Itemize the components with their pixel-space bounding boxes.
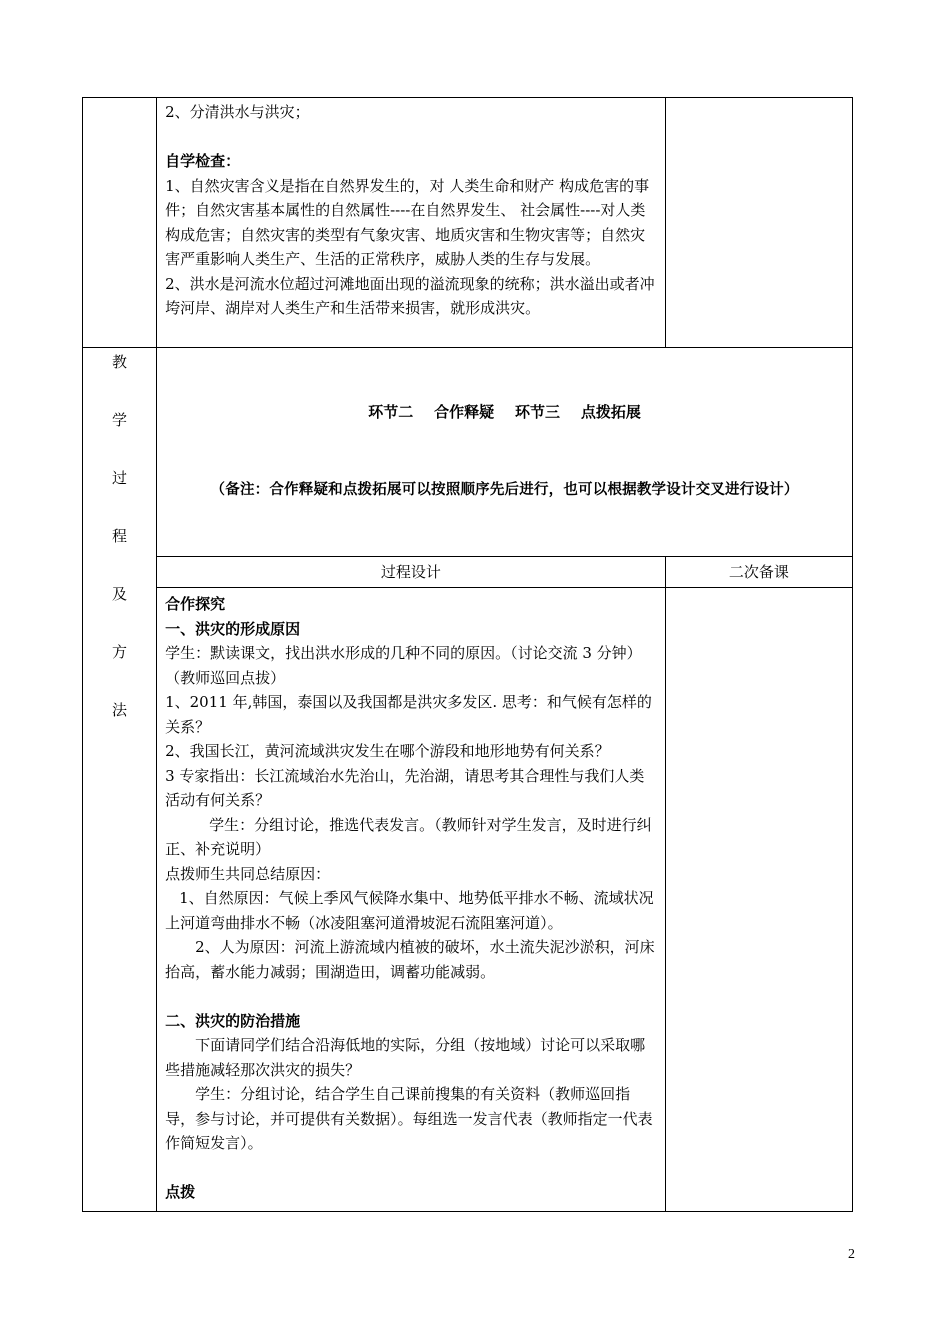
process-header-cell: [157, 557, 666, 588]
side-char: 教: [112, 353, 128, 371]
side-char: 学: [112, 411, 128, 429]
s1-question-2: 2、我国长江，黄河流域洪灾发生在哪个游段和地形地势有何关系？: [165, 742, 610, 760]
spacer: [165, 125, 657, 150]
s1-question-1: 1、2011 年,韩国，泰国以及我国都是洪灾多发区. 思考：和气候有怎样的关系？: [165, 693, 652, 736]
process-content-row: [83, 588, 853, 1212]
process-header: 过程设计: [380, 563, 441, 581]
section-1-title: 一、洪灾的形成原因: [165, 619, 301, 638]
stage-header-row: [83, 348, 853, 557]
goal-line-2: 2、分清洪水与洪灾；: [165, 103, 310, 121]
lesson-plan-table: [82, 97, 853, 1212]
spacer: [165, 984, 657, 1009]
self-study-row: [83, 98, 853, 348]
s1-question-3: 3 专家指出：长江流域治水先治山，先治湖，请思考其合理性与我们人类活动有何关系？: [165, 766, 645, 809]
stage-header-cell: [157, 348, 853, 557]
s1-student-task: 学生：默读课文，找出洪水形成的几种不同的原因。（讨论交流 3 分钟） （教师巡回点拔）: [165, 644, 642, 687]
s1-summary-intro: 点拨师生共同总结原因：: [165, 864, 331, 883]
s1-student-discuss: 学生：分组讨论，推选代表发言。（教师针对学生发言，及时进行纠正、补充说明）: [165, 815, 652, 858]
stage-title: 环节二 合作释疑 环节三 点拨拓展: [368, 403, 641, 421]
s2-student-task: 学生：分组讨论，结合学生自己课前搜集的有关资料（教师巡回指导，参与讨论，并可提供有关数据）。每组选一发言代表（教师指定一代表作简短发言）。: [165, 1085, 653, 1152]
side-char: 及: [112, 585, 128, 603]
second-prep-content-cell: [665, 588, 852, 1212]
column-header-row: [83, 557, 853, 588]
empty-left-cell: [83, 98, 157, 348]
process-content-cell: [157, 588, 666, 1212]
stage-note: （备注：合作释疑和点拨拓展可以按照顺序先后进行，也可以根据教学设计交叉进行设计）: [210, 482, 799, 498]
s2-discussion-prompt: 下面请同学们结合沿海低地的实际，分组（按地域）讨论可以采取哪些措施减轻那次洪灾的损失？: [165, 1036, 646, 1079]
section-2-title: 二、洪灾的防治措施: [165, 1011, 301, 1030]
self-check-title: 自学检查：: [165, 152, 241, 170]
side-char: 法: [112, 701, 128, 719]
side-label-cell: [83, 348, 157, 1212]
self-check-answer-1: 1、自然灾害含义是指在自然界发生的，对 人类生命和财产 构成危害的事件；自然灾害基本属性的自然属性----在自然界发生、 社会属性----对人类构成危害；自然灾害的类型有气象灾害、地质灾害和生物灾害等；自然灾害严重影响人类生产、生活的正常秩序，威胁人类的生存与发展。: [165, 176, 650, 268]
second-prep-header-cell: [665, 557, 852, 588]
spacer: [165, 1156, 657, 1181]
self-check-answer-2: 2、洪水是河流水位超过河滩地面出现的溢流现象的统称；洪水溢出或者冲垮河岸、湖岸对人类生产和生活带来损害，就形成洪灾。: [165, 274, 655, 317]
side-char: 方: [112, 643, 128, 661]
side-char: 程: [112, 527, 128, 545]
dianbo-title: 点拨: [165, 1183, 196, 1201]
side-char: 过: [112, 469, 128, 487]
page-number: 2: [848, 1247, 855, 1262]
s1-reason-natural: 1、自然原因：气候上季风气候降水集中、地势低平排水不畅、流域状况上河道弯曲排水不畅（冰凌阻塞河道滑坡泥石流阻塞河道）。: [165, 889, 654, 932]
self-study-cell: [157, 98, 666, 348]
coop-title: 合作探究: [165, 595, 226, 613]
second-prep-header: 二次备课: [728, 563, 789, 581]
s1-reason-human: 2、人为原因：河流上游流域内植被的破坏，水土流失泥沙淤积，河床抬高，蓄水能力减弱；围湖造田，调蓄功能减弱。: [165, 938, 655, 981]
second-prep-cell-top: [665, 98, 852, 348]
